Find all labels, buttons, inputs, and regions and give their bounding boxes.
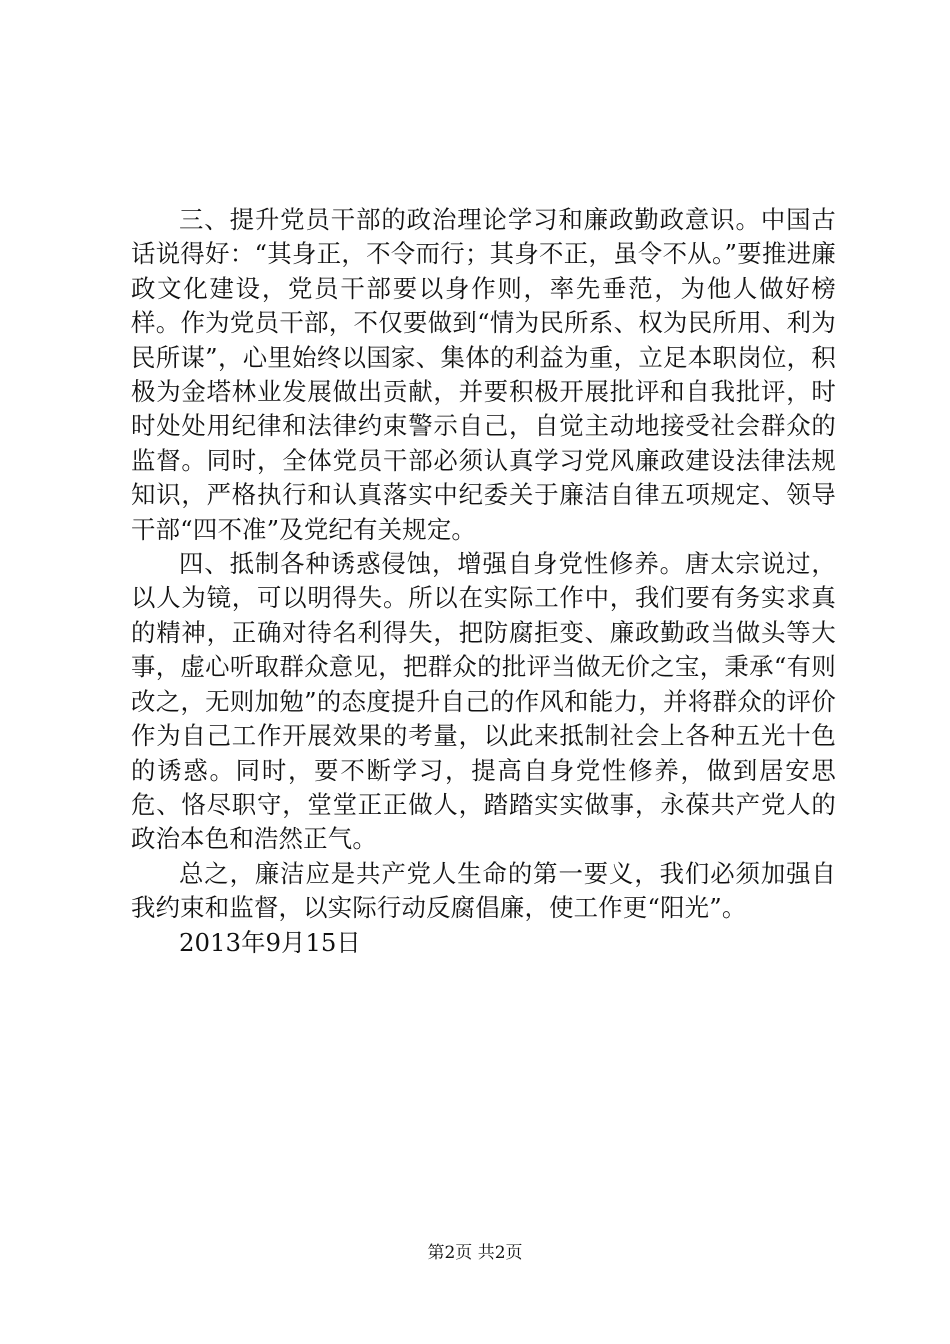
page-footer: 第2页 共2页 xyxy=(427,1243,523,1263)
document-date: 2013年9月15日 xyxy=(179,927,361,957)
document-body xyxy=(131,203,836,960)
paragraph-three: 三、提升党员干部的政治理论学习和廉政勤政意识。中国古话说得好：“其身正，不令而行；其身不正，虽令不从。”要推进廉政文化建设，党员干部要以身作则，率先垂范，为他人做好榜样。作为党员干部，不仅要做到“情为民所系、权为民所用、利为民所谋”，心里始终以国家、集体的利益为重，立足本职岗位，积极为金塔林业发展做出贡献，并要积极开展批评和自我批评，时时处处用纪律和法律约束警示自己，自觉主动地接受社会群众的监督。同时，全体党员干部必须认真学习党风廉政建设法律法规知识，严格执行和认真落实中纪委关于廉洁自律五项规定、领导干部“四不准”及党纪有关规定。 xyxy=(131,205,836,544)
paragraph-four: 四、抵制各种诱惑侵蚀，增强自身党性修养。唐太宗说过，以人为镜，可以明得失。所以在实际工作中，我们要有务实求真的精神，正确对待名利得失，把防腐拒变、廉政勤政当做头等大事，虚心听取群众意见，把群众的批评当做无价之宝，秉承“有则改之，无则加勉”的态度提升自己的作风和能力，并将群众的评价作为自己工作开展效果的考量，以此来抵制社会上各种五光十色的诱惑。同时，要不断学习，提高自身党性修养，做到居安思危、恪尽职守，堂堂正正做人，踏踏实实做事，永葆共产党人的政治本色和浩然正气。 xyxy=(131,549,836,854)
paragraph-summary: 总之，廉洁应是共产党人生命的第一要义，我们必须加强自我约束和监督，以实际行动反腐倡廉，使工作更“阳光”。 xyxy=(131,858,836,923)
